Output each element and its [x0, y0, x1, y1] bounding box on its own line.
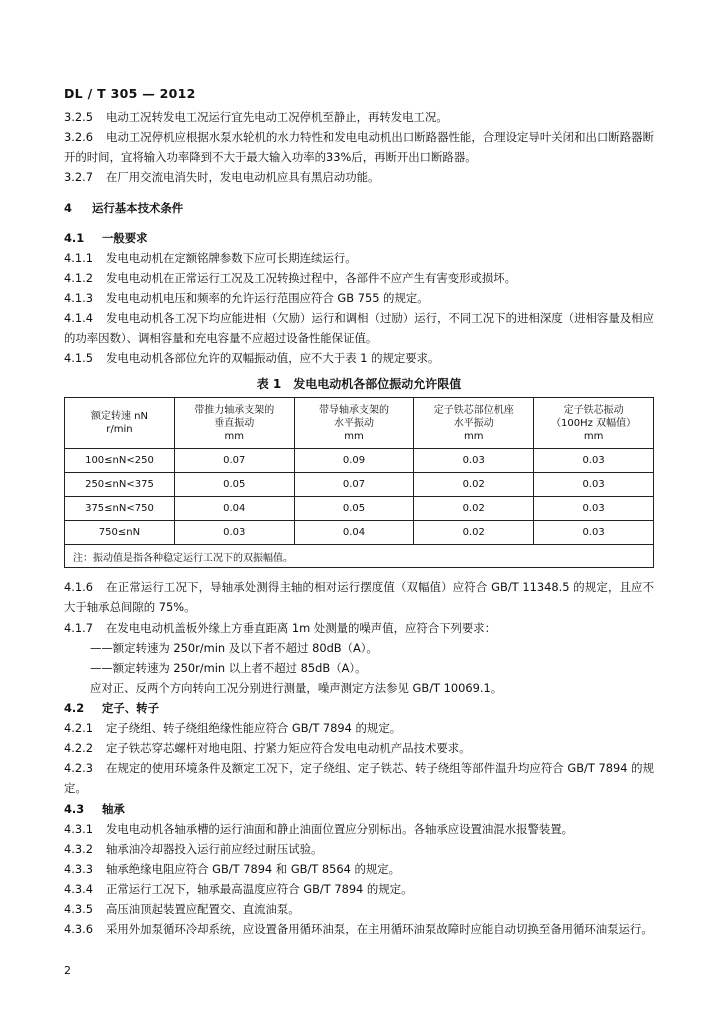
clause-4-1-2: 4.1.2 发电电动机在正常运行工况及工况转换过程中，各部件不应产生有害变形或损坏。 [64, 271, 517, 285]
clause-3-2-6: 3.2.6 电动工况停机应根据水泵水轮机的水力特性和发电电动机出口断路器性能，合理设定导叶关闭和出口断路器断开的时间，宜将输入功率降到不大于最大输入功率的33%后，再断开出口断路器。 [64, 130, 654, 164]
clause-4-3-1: 4.3.1 发电电动机各轴承槽的运行油面和静止油面位置应分别标出。各轴承应设置油混水报警装置。 [64, 822, 574, 836]
clause-4-2-1: 4.2.1 定子绕组、转子绕组绝缘性能应符合 GB/T 7894 的规定。 [64, 721, 402, 735]
clause-4-2-3: 4.2.3 在规定的使用环境条件及额定工况下，定子绕组、定子铁芯、转子绕组等部件温升均应符合 GB/T 7894 的规定。 [64, 761, 654, 795]
table-cell: 0.03 [534, 473, 654, 497]
clause-4-3-5: 4.3.5 高压油顶起装置应配置交、直流油泵。 [64, 902, 300, 916]
chapter-heading: 4 运行基本技术条件 [64, 201, 184, 215]
table-cell: 0.03 [174, 521, 294, 545]
table-cell: 0.02 [414, 473, 534, 497]
table-cell: 0.02 [414, 521, 534, 545]
table-cell: 0.05 [294, 497, 414, 521]
noise-limit-1: ——额定转速为 250r/min 及以下者不超过 80dB（A）。 [90, 641, 378, 655]
table-cell: 0.09 [294, 449, 414, 473]
table-cell: 100≤nN<250 [65, 449, 175, 473]
noise-limit-2: ——额定转速为 250r/min 以上者不超过 85dB（A）。 [90, 661, 367, 675]
document-code: DL / T 305 — 2012 [64, 86, 196, 101]
table-cell: 0.03 [534, 521, 654, 545]
clause-4-3-3: 4.3.3 轴承绝缘电阻应符合 GB/T 7894 和 GB/T 8564 的规定。 [64, 862, 401, 876]
clause-4-3-4: 4.3.4 正常运行工况下，轴承最高温度应符合 GB/T 7894 的规定。 [64, 882, 413, 896]
clause-4-1-4: 4.1.4 发电电动机各工况下均应能进相（欠励）运行和调相（过励）运行，不同工况下的进相深度（进相容量及相应的功率因数）、调相容量和充电容量不应超过设备性能保证值。 [64, 311, 654, 345]
table-cell: 0.04 [294, 521, 414, 545]
table-cell: 0.03 [534, 497, 654, 521]
table-cell: 0.07 [294, 473, 414, 497]
noise-method: 应对正、反两个方向转向工况分别进行测量，噪声测定方法参见 GB/T 10069.1。 [90, 681, 503, 695]
table-cell: 0.03 [414, 449, 534, 473]
table-cell: 750≤nN [65, 521, 175, 545]
table-cell: 0.04 [174, 497, 294, 521]
header-cell: 定子铁芯部位机座 水平振动 mm [414, 398, 534, 449]
table-row [65, 521, 654, 545]
table-note-row [65, 545, 654, 568]
section-heading-4-2: 4.2 定子、转子 [64, 701, 159, 715]
vibration-limit-table [64, 397, 654, 568]
table-cell: 0.07 [174, 449, 294, 473]
header-cell: 带导轴承支架的 水平振动 mm [294, 398, 414, 449]
section-heading-4-3: 4.3 轴承 [64, 802, 125, 816]
section-heading-4-1: 4.1 一般要求 [64, 231, 148, 245]
table-cell: 375≤nN<750 [65, 497, 175, 521]
table-caption: 表 1 发电电动机各部位振动允许限值 [256, 377, 462, 391]
page-number: 2 [64, 964, 71, 977]
header-cell: 额定转速 nN r/min [65, 398, 175, 449]
clause-4-1-7: 4.1.7 在发电电动机盖板外缘上方垂直距离 1m 处测量的噪声值，应符合下列要求： [64, 621, 497, 635]
table-cell: 0.05 [174, 473, 294, 497]
table-header-row [65, 398, 654, 449]
table-row [65, 449, 654, 473]
clause-4-1-6: 4.1.6 在正常运行工况下，导轴承处测得主轴的相对运行摆度值（双幅值）应符合 GB/T 11348.5 的规定，且应不大于轴承总间隙的 75%。 [64, 580, 654, 614]
clause-4-2-2: 4.2.2 定子铁芯穿芯螺杆对地电阻、拧紧力矩应符合发电电动机产品技术要求。 [64, 741, 471, 755]
header-cell: 带推力轴承支架的 垂直振动 mm [174, 398, 294, 449]
clause-3-2-5: 3.2.5 电动工况转发电工况运行宜先电动工况停机至静止，再转发电工况。 [64, 110, 448, 124]
clause-3-2-7: 3.2.7 在厂用交流电消失时，发电电动机应具有黑启动功能。 [64, 170, 380, 184]
table-row [65, 473, 654, 497]
table-note: 注：振动值是指各种稳定运行工况下的双振幅值。 [65, 545, 654, 568]
table-cell: 0.02 [414, 497, 534, 521]
table-row [65, 497, 654, 521]
header-cell: 定子铁芯振动 （100Hz 双幅值） mm [534, 398, 654, 449]
clause-4-1-1: 4.1.1 发电电动机在定额铭牌参数下应可长期连续运行。 [64, 251, 357, 265]
clause-4-1-5: 4.1.5 发电电动机各部位允许的双幅振动值，应不大于表 1 的规定要求。 [64, 351, 440, 365]
clause-4-1-3: 4.1.3 发电电动机电压和频率的允许运行范围应符合 GB 755 的规定。 [64, 291, 429, 305]
table-cell: 0.03 [534, 449, 654, 473]
clause-4-3-2: 4.3.2 轴承油冷却器投入运行前应经过耐压试验。 [64, 842, 323, 856]
table-cell: 250≤nN<375 [65, 473, 175, 497]
clause-4-3-6: 4.3.6 采用外加泵循环冷却系统，应设置备用循环油泵，在主用循环油泵故障时应能自动切换至备用循环油泵运行。 [64, 922, 653, 936]
